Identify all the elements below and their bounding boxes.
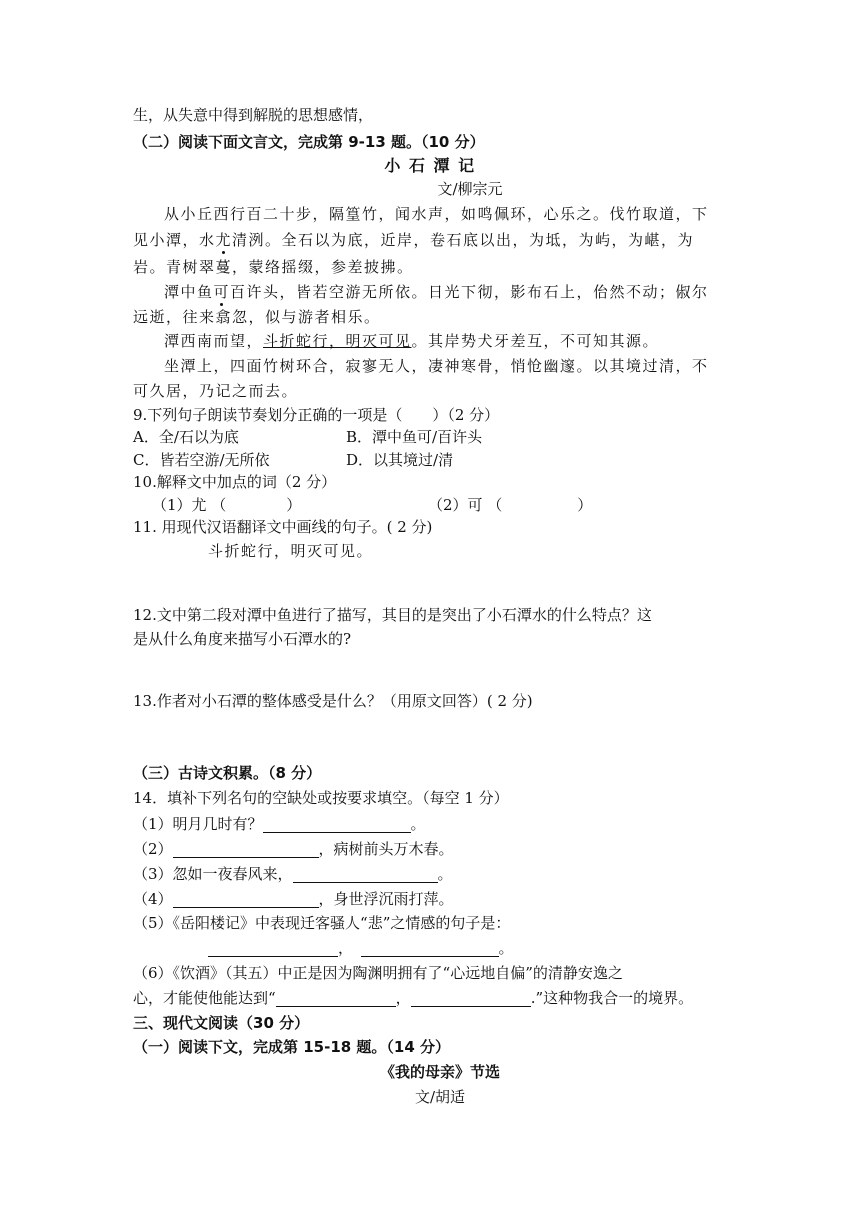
- q14-item-6-line-2: [133, 987, 693, 1009]
- answer-blank[interactable]: [173, 841, 319, 858]
- section-heading-classical: （二）阅读下面文言文，完成第 9-13 题。（10 分）: [133, 133, 485, 151]
- answer-blank[interactable]: [263, 816, 411, 833]
- passage-author: 文/柳宗元: [437, 180, 503, 198]
- q14-item-2: [133, 838, 454, 860]
- text: （1）明月几时有？: [133, 815, 263, 833]
- text: 清洌。全石以为底，近岸，卷石底以出，为坻，为屿，为嵁，为: [232, 231, 695, 249]
- q10-item-2: （2）可 （ ）: [428, 496, 593, 514]
- q9-option-b: B．潭中鱼可/百许头: [346, 428, 483, 446]
- text: ，身世浮沉雨打萍。: [318, 890, 454, 908]
- q11-sentence: 斗折蛇行，明灭可见。: [208, 542, 374, 560]
- dotted-word-you: 尤: [215, 231, 233, 249]
- part-heading-modern-reading: 三、现代文阅读（30 分）: [133, 1014, 310, 1032]
- text: 百许头，皆若空游无所依。日光下彻，影布石上，佁然不动；俶尔: [230, 283, 709, 301]
- answer-blank[interactable]: [293, 866, 438, 883]
- passage-paragraph-2-line-1: [164, 281, 709, 303]
- question-11: 11. 用现代汉语翻译文中画线的句子。( 2 分): [133, 518, 433, 536]
- q9-option-a: A．全/石以为底: [133, 428, 239, 446]
- text: ，病树前头万木春。: [318, 840, 454, 858]
- answer-blank[interactable]: [361, 940, 499, 957]
- text: 潭西南而望，: [164, 332, 264, 350]
- question-13: 13.作者对小石潭的整体感受是什么？（用原文回答）( 2 分): [133, 692, 533, 710]
- section-heading-poetry: （三）古诗文积累。（8 分）: [133, 764, 322, 782]
- q14-item-4: [133, 888, 454, 910]
- question-10: 10.解释文中加点的词（2 分）: [133, 473, 337, 491]
- text: .”这种物我合一的境界。: [530, 989, 694, 1007]
- q9-option-c: C．皆若空游/无所依: [133, 451, 270, 469]
- q14-item-6-line-1: （6）《饮酒》（其五）中正是因为陶渊明拥有了“心远地自偏”的清静安逸之: [133, 964, 623, 982]
- passage-paragraph-4-line-2: 可久居，乃记之而去。: [133, 382, 299, 400]
- text: ，: [395, 989, 411, 1007]
- text: ，: [338, 939, 346, 957]
- passage-paragraph-2-line-2: 远逝，往来翕忽，似与游者相乐。: [133, 308, 381, 326]
- text: （2）: [133, 840, 173, 858]
- q9-option-d: D．以其境过/清: [346, 451, 454, 469]
- answer-blank[interactable]: [411, 990, 531, 1007]
- dotted-word-ke: 可: [213, 283, 231, 301]
- passage-paragraph-1-line-3: 岩。青树翠蔓，蒙络摇缀，参差披拂。: [133, 258, 414, 276]
- answer-blank[interactable]: [173, 891, 319, 908]
- question-12-line-2: 是从什么角度来描写小石潭水的?: [133, 630, 352, 648]
- q10-item-1: （1）尤 （ ）: [152, 496, 302, 514]
- text: 。: [498, 939, 514, 957]
- q14-item-5-blanks: [208, 937, 514, 959]
- underlined-sentence: 斗折蛇行，明灭可见: [263, 332, 412, 350]
- q14-item-5: （5）《岳阳楼记》中表现迁客骚人“悲”之情感的句子是：: [133, 914, 511, 932]
- answer-blank[interactable]: [276, 990, 396, 1007]
- passage-paragraph-4-line-1: 坐潭上，四面竹树环合，寂寥无人，凄神寒骨，悄怆幽邃。以其境过清，不: [164, 357, 709, 375]
- passage-title: 小 石 潭 记: [384, 156, 476, 175]
- previous-answer-tail: 生，从失意中得到解脱的思想感情，: [133, 106, 374, 124]
- text: 心，才能使他能达到“: [133, 989, 276, 1007]
- text: （3）忽如一夜春风来，: [133, 865, 293, 883]
- passage-paragraph-1-line-2: [133, 229, 694, 251]
- text: （4）: [133, 890, 173, 908]
- text: 。: [437, 865, 453, 883]
- text: 。其岸势犬牙差互，不可知其源。: [411, 332, 660, 350]
- answer-blank[interactable]: [208, 940, 338, 957]
- q14-item-3: [133, 863, 453, 885]
- section-heading-modern-1: （一）阅读下文，完成第 15-18 题。（14 分）: [133, 1038, 451, 1056]
- text: 见小潭，水: [133, 231, 216, 249]
- text: 。: [410, 815, 426, 833]
- modern-passage-author: 文/胡适: [414, 1088, 466, 1106]
- text: 潭中鱼: [164, 283, 214, 301]
- passage-paragraph-1-line-1: 从小丘西行百二十步，隔篁竹，闻水声，如鸣佩环，心乐之。伐竹取道，下: [164, 205, 709, 223]
- modern-passage-title: 《我的母亲》节选: [379, 1063, 500, 1081]
- passage-paragraph-3: [164, 330, 659, 352]
- question-14: 14．填补下列名句的空缺处或按要求填空。（每空 1 分）: [133, 789, 509, 807]
- question-12-line-1: 12.文中第二段对潭中鱼进行了描写，其目的是突出了小石潭水的什么特点？这: [133, 606, 652, 624]
- question-9: 9.下列句子朗读节奏划分正确的一项是（ ）（2 分）: [133, 406, 500, 424]
- q14-item-1: [133, 813, 426, 835]
